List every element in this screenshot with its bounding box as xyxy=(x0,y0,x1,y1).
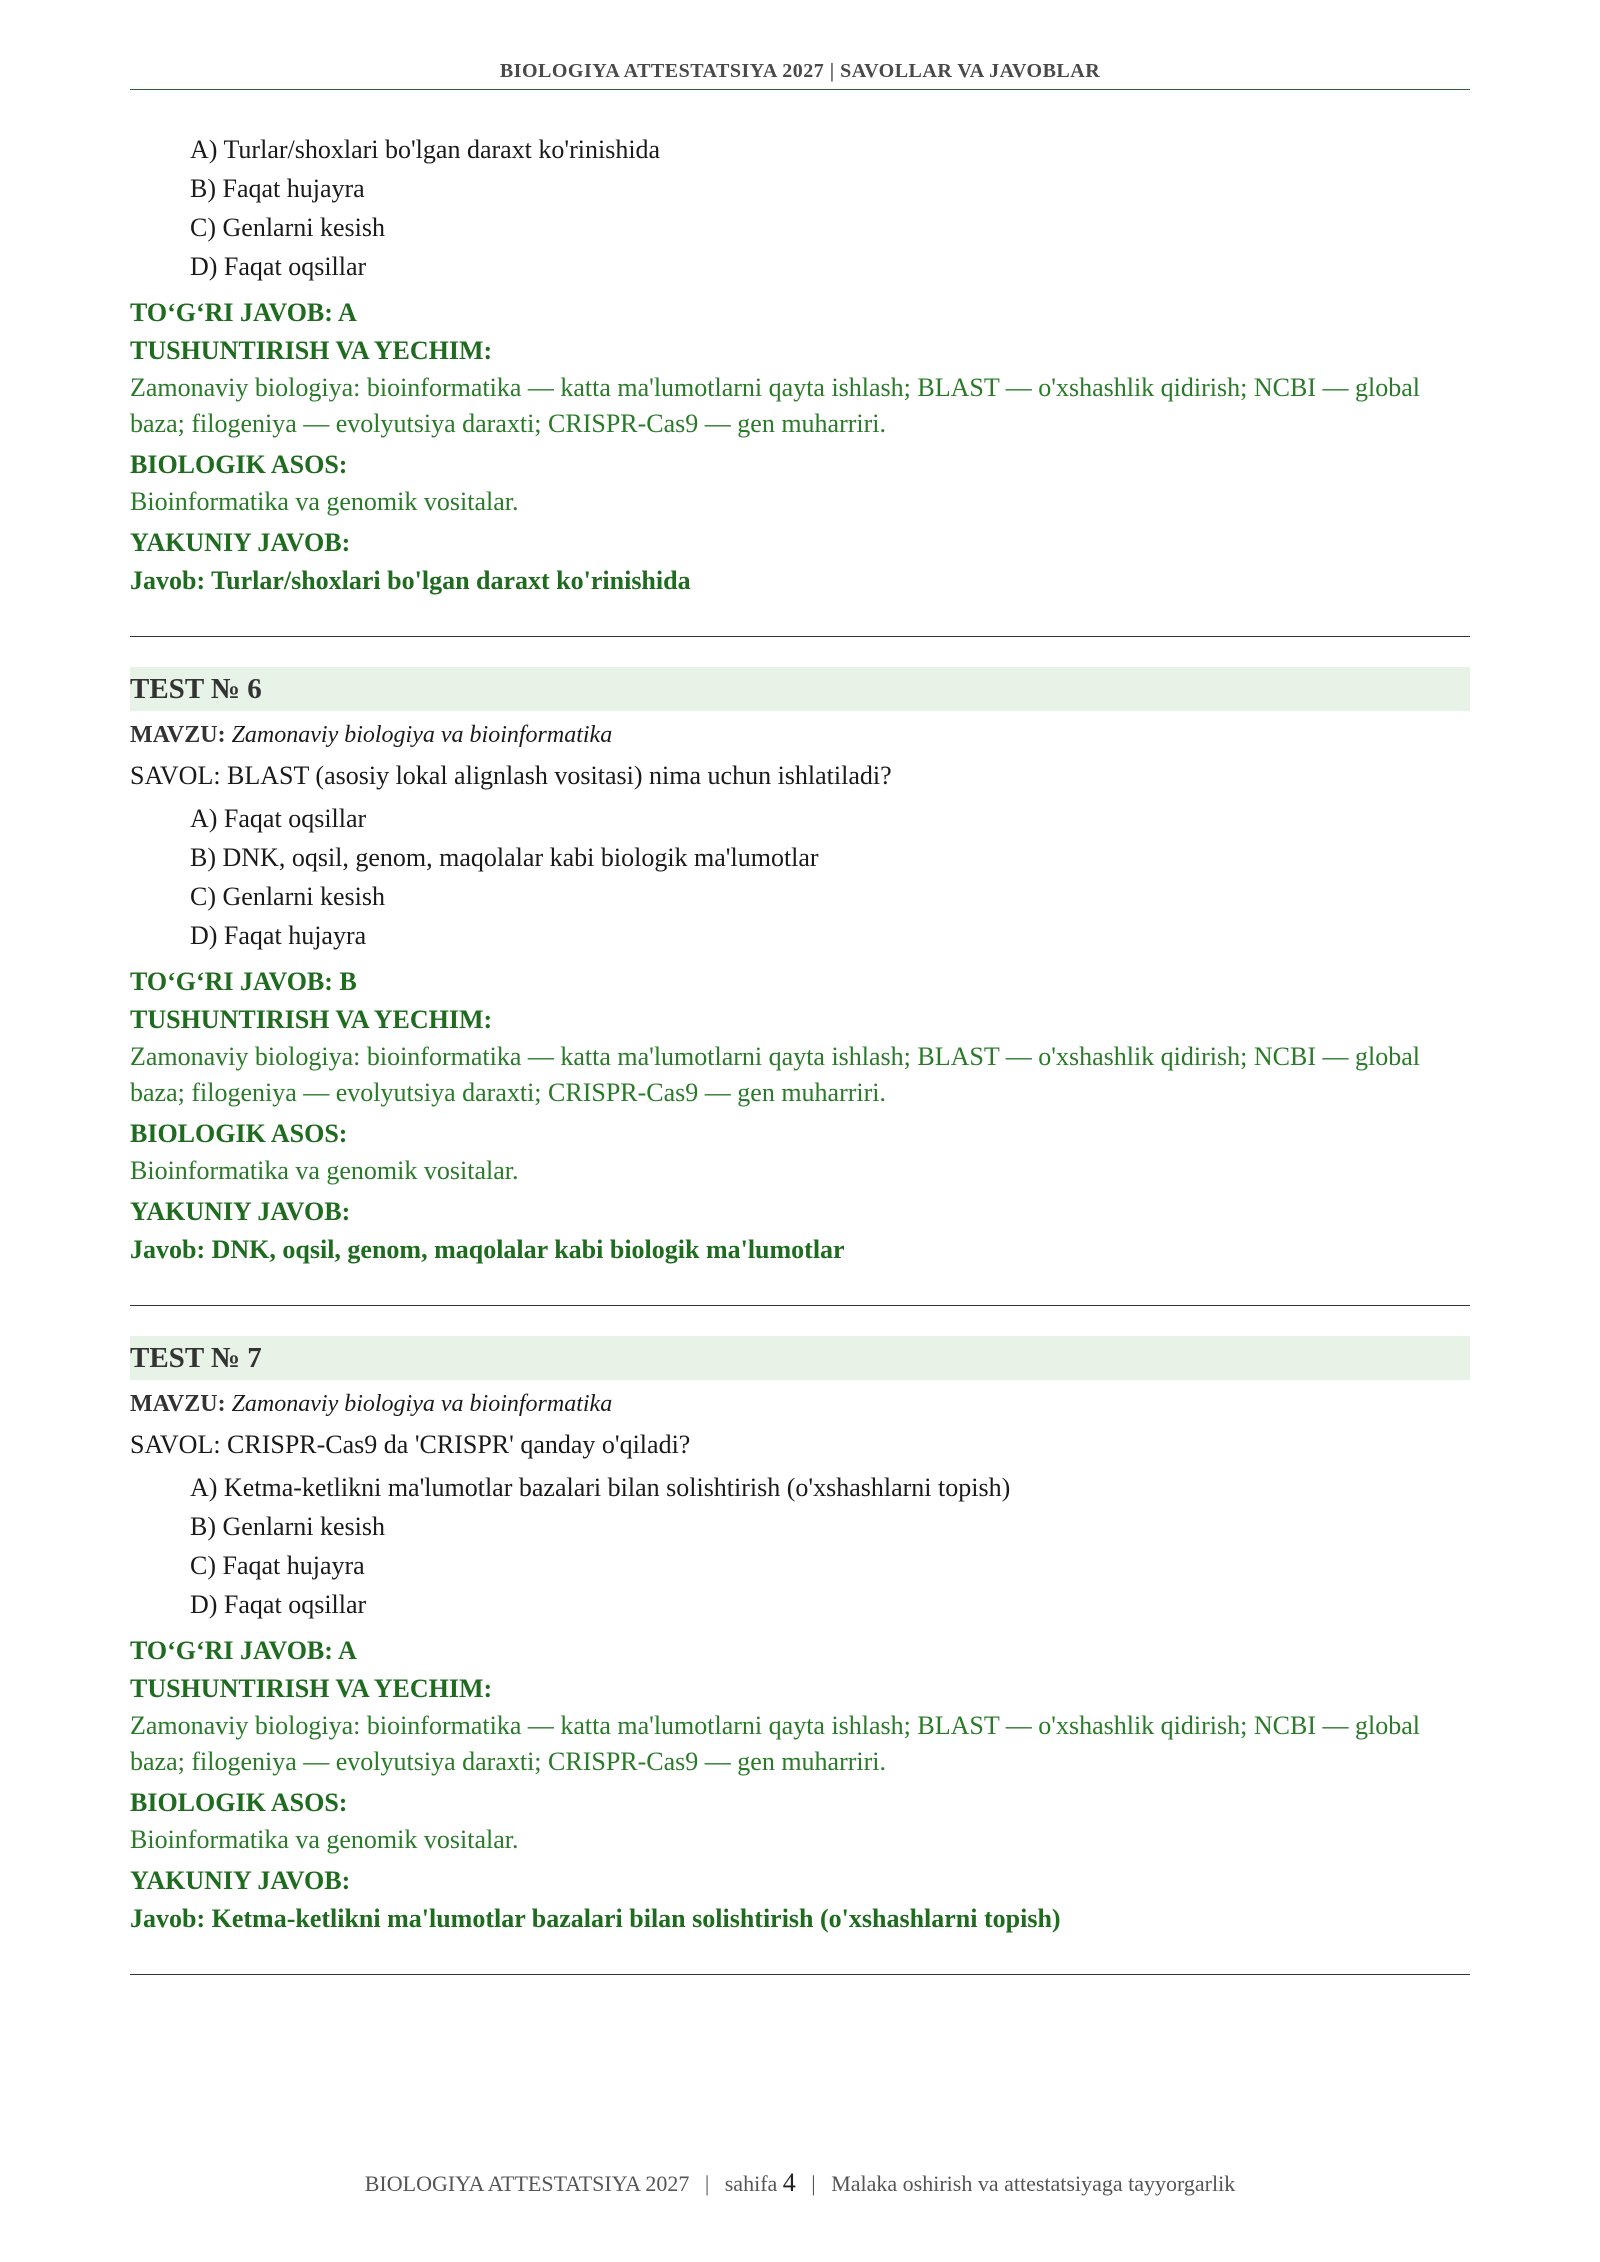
page-content xyxy=(130,130,1470,2005)
topic-label: MAVZU: xyxy=(130,1391,226,1417)
section-divider xyxy=(130,1974,1470,1975)
question-text: SAVOL: CRISPR-Cas9 da 'CRISPR' qanday o'qiladi? xyxy=(130,1430,691,1459)
topic-value: Zamonaviy biologiya va bioinformatika xyxy=(231,722,613,748)
running-header: BIOLOGIYA ATTESTATSIYA 2027 | SAVOLLAR VA JAVOBLAR xyxy=(130,60,1470,90)
final-answer: Javob: Turlar/shoxlari bo'lgan daraxt ko'rinishida xyxy=(130,566,691,595)
topic-line xyxy=(130,1384,1470,1424)
option-a: A) Faqat oqsillar xyxy=(190,804,367,833)
section-divider xyxy=(130,636,1470,637)
topic-label: MAVZU: xyxy=(130,722,226,748)
basis-text: Bioinformatika va genomik vositalar. xyxy=(130,1825,519,1854)
final-heading: YAKUNIY JAVOB: xyxy=(130,528,351,557)
footer-subtitle: Malaka oshirish va attestatsiyaga tayyorgarlik xyxy=(831,2171,1236,2196)
final-answer: Javob: DNK, oqsil, genom, maqolalar kabi biologik ma'lumotlar xyxy=(130,1235,845,1264)
option-d: D) Faqat oqsillar xyxy=(190,1590,367,1619)
explanation-text: Zamonaviy biologiya: bioinformatika — katta ma'lumotlarni qayta ishlash; BLAST — o'xshashlik qidirish; NCBI — global baza; filogeniya — evolyutsiya daraxti; CRISPR-Cas9 — gen muharriri. xyxy=(130,1042,1420,1107)
topic-line xyxy=(130,715,1470,755)
correct-answer: TO‘G‘RI JAVOB: A xyxy=(130,298,357,327)
option-c: C) Genlarni kesish xyxy=(190,882,385,911)
basis-heading: BIOLOGIK ASOS: xyxy=(130,1788,348,1817)
option-b: B) DNK, oqsil, genom, maqolalar kabi biologik ma'lumotlar xyxy=(190,843,819,872)
test-block xyxy=(130,1336,1470,1938)
test-title: TEST № 7 xyxy=(130,1336,1470,1380)
basis-heading: BIOLOGIK ASOS: xyxy=(130,1119,348,1148)
final-heading: YAKUNIY JAVOB: xyxy=(130,1197,351,1226)
option-a: A) Turlar/shoxlari bo'lgan daraxt ko'rinishida xyxy=(190,135,661,164)
final-heading: YAKUNIY JAVOB: xyxy=(130,1866,351,1895)
option-d: D) Faqat hujayra xyxy=(190,921,367,950)
basis-text: Bioinformatika va genomik vositalar. xyxy=(130,487,519,516)
basis-text: Bioinformatika va genomik vositalar. xyxy=(130,1156,519,1185)
explanation-text: Zamonaviy biologiya: bioinformatika — katta ma'lumotlarni qayta ishlash; BLAST — o'xshashlik qidirish; NCBI — global baza; filogeniya — evolyutsiya daraxti; CRISPR-Cas9 — gen muharriri. xyxy=(130,373,1420,438)
running-footer xyxy=(130,2168,1470,2198)
option-c: C) Faqat hujayra xyxy=(190,1551,365,1580)
explanation-heading: TUSHUNTIRISH VA YECHIM: xyxy=(130,336,493,365)
basis-heading: BIOLOGIK ASOS: xyxy=(130,450,348,479)
option-d: D) Faqat oqsillar xyxy=(190,252,367,281)
option-c: C) Genlarni kesish xyxy=(190,213,385,242)
footer-page-label: sahifa xyxy=(724,2171,778,2196)
footer-title: BIOLOGIYA ATTESTATSIYA 2027 xyxy=(364,2171,690,2196)
carryover-question xyxy=(130,130,1470,600)
explanation-text: Zamonaviy biologiya: bioinformatika — katta ma'lumotlarni qayta ishlash; BLAST — o'xshashlik qidirish; NCBI — global baza; filogeniya — evolyutsiya daraxti; CRISPR-Cas9 — gen muharriri. xyxy=(130,1711,1420,1776)
correct-answer: TO‘G‘RI JAVOB: A xyxy=(130,1636,357,1665)
option-b: B) Faqat hujayra xyxy=(190,174,365,203)
test-title: TEST № 6 xyxy=(130,667,1470,711)
footer-separator: | xyxy=(811,2171,816,2196)
option-b: B) Genlarni kesish xyxy=(190,1512,385,1541)
explanation-heading: TUSHUNTIRISH VA YECHIM: xyxy=(130,1005,493,1034)
footer-separator: | xyxy=(704,2171,710,2196)
page-number: 4 xyxy=(782,2168,796,2197)
section-divider xyxy=(130,1305,1470,1306)
topic-value: Zamonaviy biologiya va bioinformatika xyxy=(231,1391,613,1417)
question-text: SAVOL: BLAST (asosiy lokal alignlash vositasi) nima uchun ishlatiladi? xyxy=(130,761,892,790)
option-a: A) Ketma-ketlikni ma'lumotlar bazalari bilan solishtirish (o'xshashlarni topish) xyxy=(190,1473,1011,1502)
final-answer: Javob: Ketma-ketlikni ma'lumotlar bazalari bilan solishtirish (o'xshashlarni topish) xyxy=(130,1904,1061,1933)
correct-answer: TO‘G‘RI JAVOB: B xyxy=(130,967,357,996)
test-block xyxy=(130,667,1470,1269)
explanation-heading: TUSHUNTIRISH VA YECHIM: xyxy=(130,1674,493,1703)
